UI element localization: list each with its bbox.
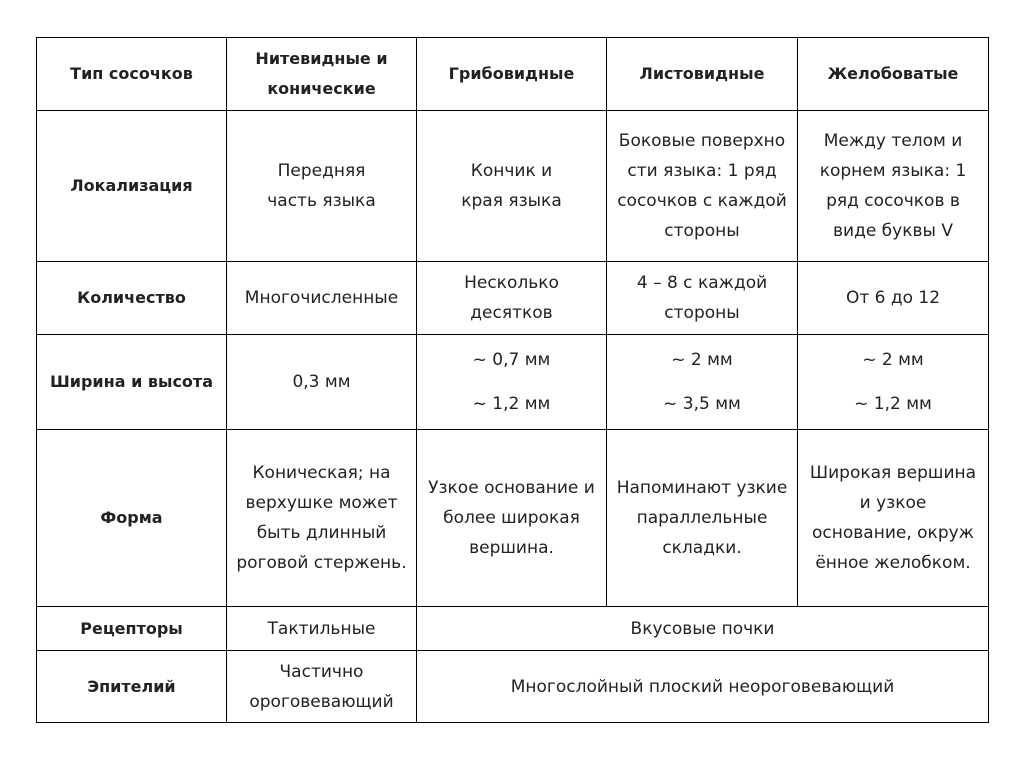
shape-label: Форма [37,430,227,607]
shape-vallate: Широкая вершина и узкое основание, окруж ённое желобком. [798,430,989,607]
size-fungiform [417,335,607,430]
localization-filiform: Передняя часть языка [227,111,417,262]
epithelium-others: Многослойный плоский неороговевающий [417,651,989,723]
count-foliate: 4 – 8 с каждой стороны [607,262,798,335]
size-vallate [798,335,989,430]
size-row [37,335,989,430]
papillae-table [36,37,989,723]
epithelium-filiform: Частично ороговевающий [227,651,417,723]
localization-vallate: Между телом и корнем языка: 1 ряд сосочков в виде буквы V [798,111,989,262]
receptors-row [37,607,989,651]
size-vallate-height: ~ 1,2 мм [854,394,932,414]
header-row-label: Тип сосочков [37,38,227,111]
size-filiform: 0,3 мм [227,335,417,430]
count-label: Количество [37,262,227,335]
count-fungiform: Несколько десятков [417,262,607,335]
header-fungiform: Грибовидные [417,38,607,111]
size-fungiform-width: ~ 0,7 мм [472,350,551,370]
size-vallate-width: ~ 2 мм [862,350,924,370]
epithelium-label: Эпителий [37,651,227,723]
localization-label: Локализация [37,111,227,262]
localization-fungiform: Кончик и края языка [417,111,607,262]
count-filiform: Многочисленные [227,262,417,335]
shape-foliate: Напоминают узкие параллельные складки. [607,430,798,607]
size-foliate [607,335,798,430]
receptors-filiform: Тактильные [227,607,417,651]
epithelium-row [37,651,989,723]
size-foliate-width: ~ 2 мм [671,350,733,370]
header-filiform: Нитевидные и конические [227,38,417,111]
localization-row [37,111,989,262]
localization-foliate: Боковые поверхно сти языка: 1 ряд сосочков с каждой стороны [607,111,798,262]
header-vallate: Желобоватые [798,38,989,111]
count-row [37,262,989,335]
shape-fungiform: Узкое основание и более широкая вершина. [417,430,607,607]
receptors-others: Вкусовые почки [417,607,989,651]
receptors-label: Рецепторы [37,607,227,651]
shape-row [37,430,989,607]
size-fungiform-height: ~ 1,2 мм [472,394,551,414]
size-label: Ширина и высота [37,335,227,430]
header-row [37,38,989,111]
header-foliate: Листовидные [607,38,798,111]
shape-filiform: Коническая; на верхушке может быть длинный роговой стержень. [227,430,417,607]
size-foliate-height: ~ 3,5 мм [663,394,741,414]
count-vallate: От 6 до 12 [798,262,989,335]
